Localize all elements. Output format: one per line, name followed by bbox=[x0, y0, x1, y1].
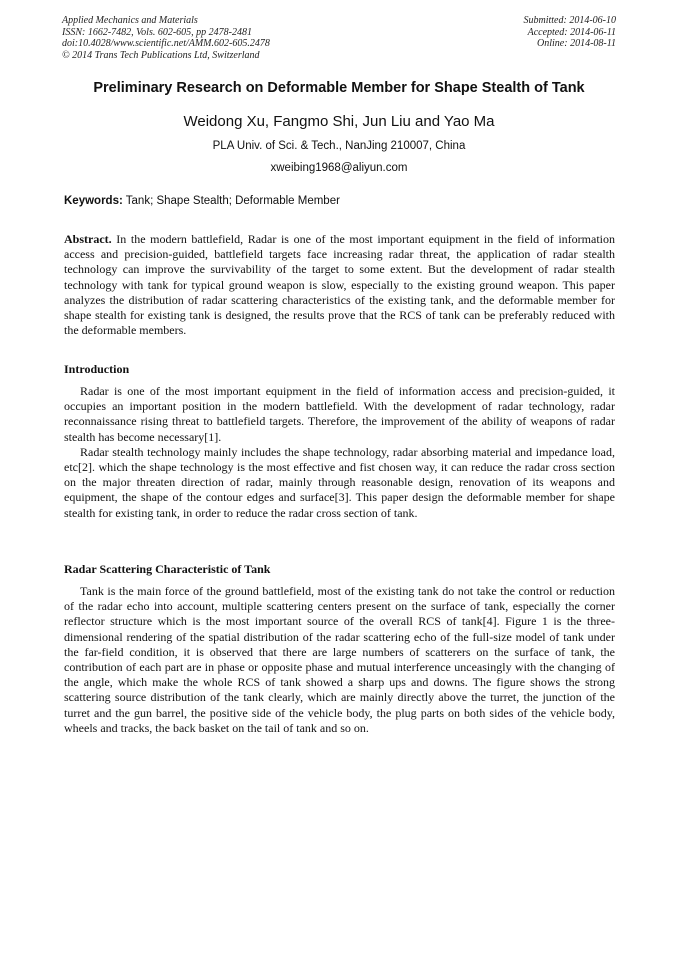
section-heading-radar-scattering: Radar Scattering Characteristic of Tank bbox=[64, 562, 271, 576]
paragraph: Tank is the main force of the ground battlefield, most of the existing tank do not take the control or reduction of the radar echo into account, multiple scattering centers present on the surface of tank, especially the corner reflector structure which is the most important source of the overall RCS of tank[4]. Figure 1 is the three-dimensional rendering of the spatial distribution of the radar scattering echo of the full-size model of tank under the far-field condition, it is observed that there are large numbers of scatterers on the surface of tank, the contribution of each part are in phase or opposite phase and mutual interference unceasingly with the changing of the angle, which make the whole RCS of tank showed a sharp ups and downs. The figure shows the strong scattering source distribution of the tank clearly, which are mainly directly above the turret, the junction of the turret and the gun barrel, the positive side of the vehicle body, the plug parts on both sides of the vehicle body, wheels and tracks, the back basket on the tail of tank and so on. bbox=[64, 584, 615, 735]
journal-name: Applied Mechanics and Materials bbox=[62, 15, 198, 26]
journal-doi: doi:10.4028/www.scientific.net/AMM.602-605.2478 bbox=[62, 38, 270, 49]
keywords-text: Tank; Shape Stealth; Deformable Member bbox=[122, 195, 340, 207]
journal-info bbox=[62, 15, 270, 61]
accepted-date: Accepted: 2014-06-11 bbox=[527, 26, 616, 38]
radar-scattering-body bbox=[64, 584, 615, 736]
paper-title: Preliminary Research on Deformable Member for Shape Stealth of Tank bbox=[93, 80, 585, 96]
online-date: Online: 2014-08-11 bbox=[537, 38, 616, 49]
journal-issn: ISSN: 1662-7482, Vols. 602-605, pp 2478-2481 bbox=[62, 26, 252, 38]
keywords bbox=[64, 195, 616, 207]
abstract bbox=[64, 232, 615, 338]
publication-dates bbox=[524, 15, 617, 50]
paper-authors: Weidong Xu, Fangmo Shi, Jun Liu and Yao Ma bbox=[183, 113, 495, 130]
introduction-body bbox=[64, 384, 615, 521]
paragraph: Radar stealth technology mainly includes the shape technology, radar absorbing material and impedance load, etc[2]. which the shape technology is the most effective and fist chosen way, it can reduce the radar cross section on the major threaten direction of radar, mainly through reasonable design, renovation of its weapons and equipment, the shape of the contour edges and surface[3]. This paper design the deformable member for shape stealth for existing tank, in order to reduce the radar cross section of tank. bbox=[64, 444, 615, 520]
submitted-date: Submitted: 2014-06-10 bbox=[523, 15, 616, 26]
author-email: xweibing1968@aliyun.com bbox=[270, 162, 408, 174]
author-affiliation: PLA Univ. of Sci. & Tech., NanJing 210007, China bbox=[212, 140, 466, 152]
keywords-label: Keywords: bbox=[64, 195, 123, 207]
paragraph: Radar is one of the most important equipment in the field of information access and precision-guided, it occupies an important position in the modern battlefield. With the development of radar technology, radar reconnaissance rising threat to battlefield targets. Therefore, the improvement of the ability of weapons of radar stealth has become necessary[1]. bbox=[64, 384, 615, 444]
abstract-label: Abstract. bbox=[64, 232, 112, 246]
section-heading-introduction: Introduction bbox=[64, 362, 130, 376]
journal-copyright: © 2014 Trans Tech Publications Ltd, Switzerland bbox=[62, 49, 260, 61]
abstract-text: In the modern battlefield, Radar is one of the most important equipment in the field of information access and precision-guided, battlefield targets face increasing radar threat, the application of radar stealth technology can improve the survivability of the target to some extent. But the development of radar stealth technology with tank for typical ground weapon is slow, especially to the existing ground weapon. This paper analyzes the distribution of radar scattering characteristics of the existing tank, and the deformable member for shape stealth for existing tank is designed, the results prove that the RCS of tank can be preferably reduced with the deformable members. bbox=[64, 232, 615, 338]
